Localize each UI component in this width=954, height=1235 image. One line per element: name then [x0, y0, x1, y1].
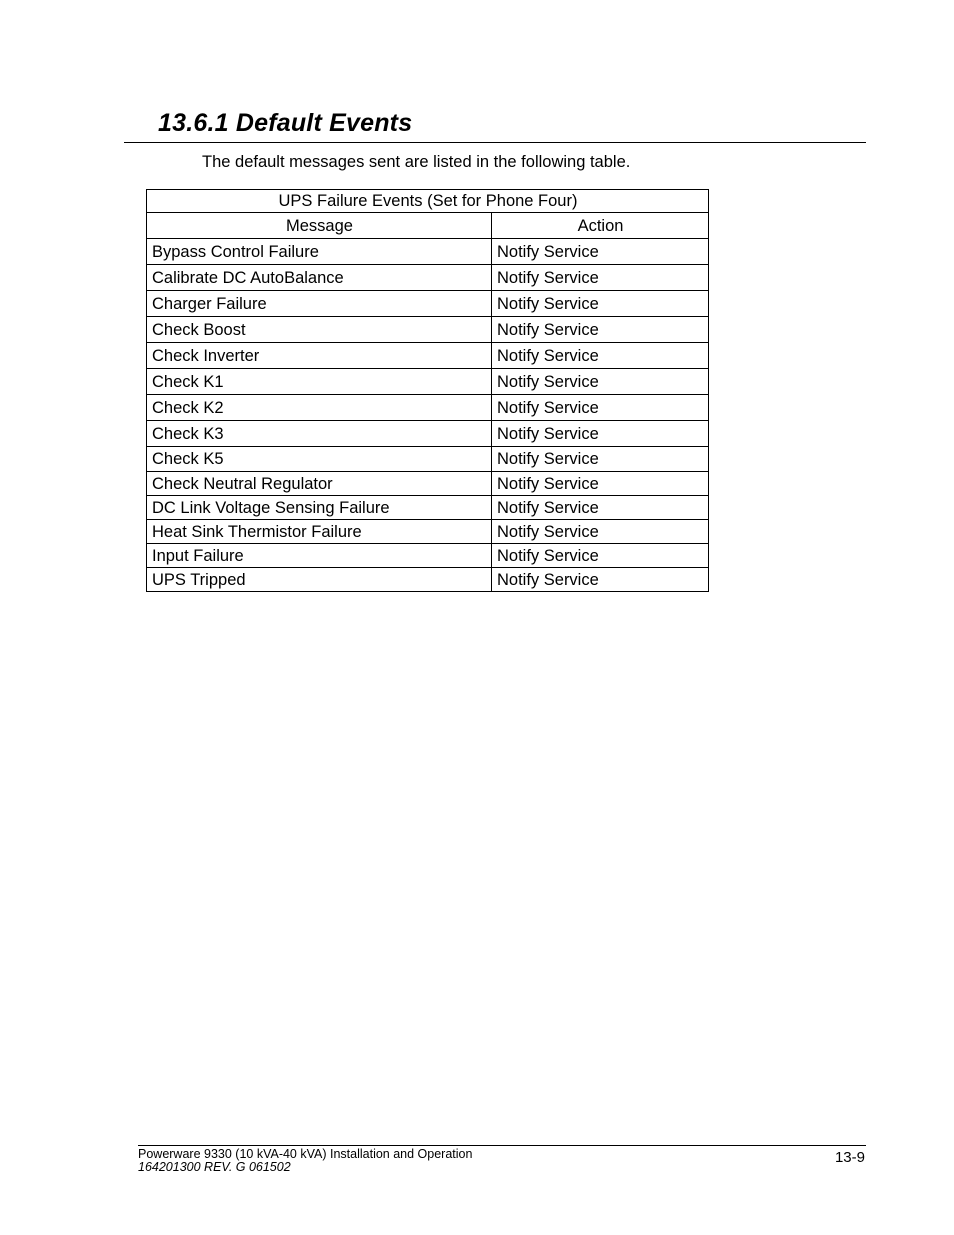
table-row	[147, 239, 709, 265]
table-row	[147, 317, 709, 343]
cell-action: Notify Service	[492, 520, 709, 544]
intro-text: The default messages sent are listed in the following table.	[202, 153, 631, 171]
cell-action: Notify Service	[492, 421, 709, 447]
cell-message: DC Link Voltage Sensing Failure	[147, 496, 492, 520]
table-row	[147, 343, 709, 369]
table-row	[147, 568, 709, 592]
table-header-row	[147, 213, 709, 239]
table-row	[147, 472, 709, 496]
footer-revision: 164201300 REV. G 061502	[138, 1160, 291, 1174]
cell-message: Bypass Control Failure	[147, 239, 492, 265]
footer-rule	[138, 1145, 866, 1146]
column-header-message: Message	[147, 213, 492, 239]
cell-message: Check K5	[147, 447, 492, 472]
cell-action: Notify Service	[492, 395, 709, 421]
events-table	[146, 189, 709, 592]
table-caption-row	[147, 190, 709, 213]
table-row	[147, 395, 709, 421]
table-body	[147, 239, 709, 592]
table-row	[147, 496, 709, 520]
cell-message: Check Boost	[147, 317, 492, 343]
cell-message: Check Neutral Regulator	[147, 472, 492, 496]
cell-message: Check K1	[147, 369, 492, 395]
table-row	[147, 291, 709, 317]
table-row	[147, 265, 709, 291]
cell-action: Notify Service	[492, 343, 709, 369]
table-caption: UPS Failure Events (Set for Phone Four)	[147, 190, 709, 213]
table-row	[147, 544, 709, 568]
section-heading: 13.6.1 Default Events	[158, 109, 413, 137]
cell-action: Notify Service	[492, 447, 709, 472]
cell-action: Notify Service	[492, 568, 709, 592]
cell-action: Notify Service	[492, 544, 709, 568]
table-row	[147, 520, 709, 544]
cell-action: Notify Service	[492, 317, 709, 343]
cell-action: Notify Service	[492, 291, 709, 317]
heading-rule	[124, 142, 866, 143]
column-header-action: Action	[492, 213, 709, 239]
table-row	[147, 369, 709, 395]
cell-action: Notify Service	[492, 496, 709, 520]
cell-message: Input Failure	[147, 544, 492, 568]
cell-message: Check K2	[147, 395, 492, 421]
cell-message: Calibrate DC AutoBalance	[147, 265, 492, 291]
cell-action: Notify Service	[492, 369, 709, 395]
cell-action: Notify Service	[492, 472, 709, 496]
page-number: 13-9	[834, 1149, 865, 1166]
cell-message: Charger Failure	[147, 291, 492, 317]
cell-message: Heat Sink Thermistor Failure	[147, 520, 492, 544]
cell-action: Notify Service	[492, 265, 709, 291]
cell-message: UPS Tripped	[147, 568, 492, 592]
cell-action: Notify Service	[492, 239, 709, 265]
cell-message: Check K3	[147, 421, 492, 447]
table-row	[147, 447, 709, 472]
cell-message: Check Inverter	[147, 343, 492, 369]
table-row	[147, 421, 709, 447]
footer-title: Powerware 9330 (10 kVA-40 kVA) Installation and Operation	[138, 1147, 473, 1161]
